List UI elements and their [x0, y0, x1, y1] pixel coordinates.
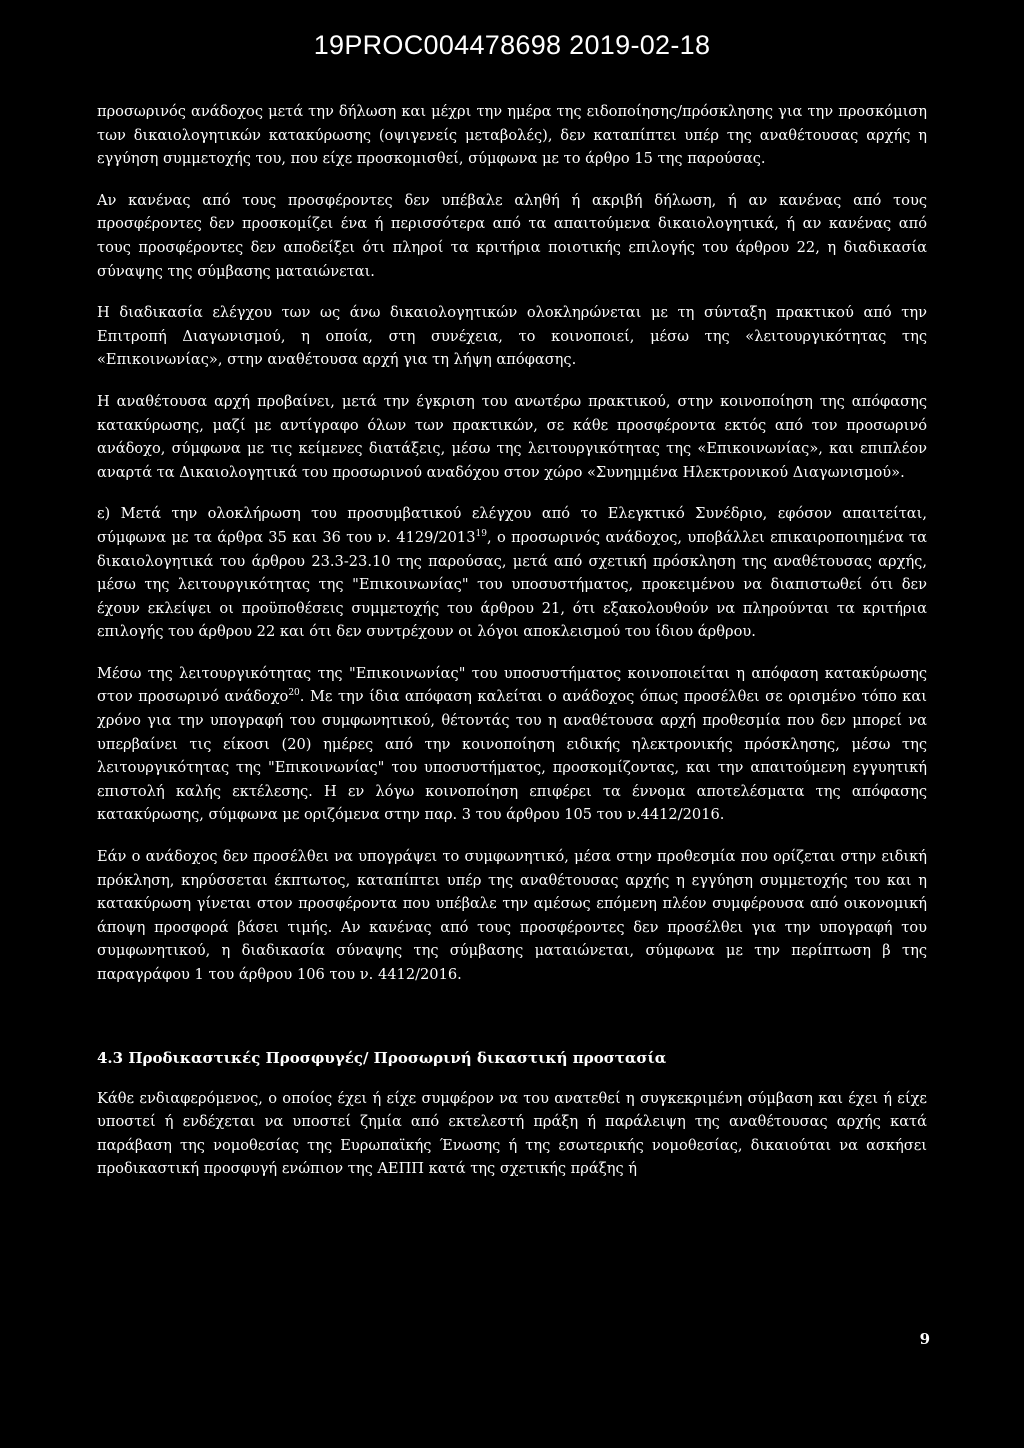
footnote-ref-20: 20	[288, 688, 300, 699]
section-heading: 4.3 Προδικαστικές Προσφυγές/ Προσωρινή δικαστική προστασία	[97, 1048, 667, 1067]
paragraph-text: , ο προσωρινός ανάδοχος, υποβάλλει επικαιροποιημένα τα δικαιολογητικά του άρθρου 23.3-23.10 της παρούσας, μετά από σχετική πρόσκληση της αναθέτουσας αρχής, μέσω της λειτουργικότητας της "Επικοινωνίας" του υποσυστήματος, προκειμένου να διαπιστωθεί ότι δεν έχουν εκλείψει οι προϋποθέσεις συμμετοχής του άρθρου 21, ότι εξακολουθούν να πληρούνται τα κριτήρια επιλογής του άρθρου 22 και ότι δεν συντρέχουν οι λόγοι αποκλεισμού του ίδιου άρθρου.	[97, 528, 927, 641]
paragraph-text: ε) Μετά την ολοκλήρωση του προσυμβατικού ελέγχου από το Ελεγκτικό Συνέδριο, εφόσον απαιτείται, σύμφωνα με τα άρθρα 35 και 36 του ν. 4129/2013	[97, 505, 927, 546]
paragraph-text: Μέσω της λειτουργικότητας της "Επικοινωνίας" του υποσυστήματος κοινοποιείται η απόφαση κατακύρωσης στον προσωρινό ανάδοχο	[97, 664, 927, 706]
paragraph-control-procedure: Η διαδικασία ελέγχου των ως άνω δικαιολογητικών ολοκληρώνεται με τη σύνταξη πρακτικού από την Επιτροπή Διαγωνισμού, η οποία, στη συνέχεια, το κοινοποιεί, μέσω της «λειτουργικότητας της «Επικοινωνίας», στην αναθέτουσα αρχή για τη λήψη απόφασης.	[97, 304, 927, 369]
paragraph-contractor-default: Εάν ο ανάδοχος δεν προσέλθει να υπογράψει το συμφωνητικό, μέσα στην προθεσμία που ορίζεται στην ειδική πρόκληση, κηρύσσεται έκπτωτος, καταπίπτει υπέρ της αναθέτουσας αρχής η εγγύηση συμμετοχής του και η κατακύρωση γίνεται στον προσφέροντα που υπέβαλε την αμέσως επόμενη πλέον συμφέρουσα από οικονομική άποψη προσφορά βάσει τιμής. Αν κανένας από τους προσφέροντες δεν προσέλθει για την υπογραφή του συμφωνητικού, η διαδικασία σύναψης της σύμβασης ματαιώνεται, σύμφωνα με την περίπτωση β της παραγράφου 1 του άρθρου 106 του ν. 4412/2016.	[97, 848, 927, 983]
paragraph-communication-award	[97, 662, 927, 827]
document-body	[97, 100, 927, 1199]
paragraph-court-of-audit-control	[97, 502, 927, 644]
paragraph-no-true-declaration: Αν κανένας από τους προσφέροντες δεν υπέβαλε αληθή ή ακριβή δήλωση, ή αν κανένας από τους προσφέροντες δεν προσκομίζει ένα ή περισσότερα από τα απαιτούμενα δικαιολογητικά, ή αν κανένας από τους προσφέροντες δεν αποδείξει ότι πληροί τα κριτήρια ποιοτικής επιλογής του άρθρου 22, η διαδικασία σύναψης της σύμβασης ματαιώνεται.	[97, 191, 927, 280]
paragraph-text: . Με την ίδια απόφαση καλείται ο ανάδοχος όπως προσέλθει σε ορισμένο τόπο και χρόνο για την υπογραφή του συμφωνητικού, θέτοντάς του η αναθέτουσα αρχή προθεσμία που δεν μπορεί να υπερβαίνει τις είκοσι (20) ημέρες από την κοινοποίηση ειδικής ηλεκτρονικής πρόσκλησης, μέσω της λειτουργικότητας της "Επικοινωνίας" του υποσυστήματος, προσκομίζοντας, και την απαιτούμενη εγγυητική επιστολή καλής εκτέλεσης. Η εν λόγω κοινοποίηση επιφέρει τα έννομα αποτελέσματα της απόφασης κατακύρωσης, σύμφωνα με οριζόμενα στην παρ. 3 του άρθρου 105 του ν.4412/2016.	[97, 688, 927, 824]
document-id-header: 19PROC004478698 2019-02-18	[313, 30, 711, 60]
paragraph-pre-judicial-appeal: Κάθε ενδιαφερόμενος, ο οποίος έχει ή είχε συμφέρον να του ανατεθεί η συγκεκριμένη σύμβαση και έχει ή είχε υποστεί ή ενδέχεται να υποστεί ζημία από εκτελεστή πράξη ή παράλειψη της αναθέτουσας αρχής κατά παράβαση της νομοθεσίας της Ευρωπαϊκής Ένωσης ή της εσωτερικής νομοθεσίας, δικαιούται να ασκήσει προδικαστική προσφυγή ενώπιον της ΑΕΠΠ κατά της σχετικής πράξης ή	[97, 1089, 927, 1178]
footnote-ref-19: 19	[475, 528, 487, 539]
paragraph-provisional-contractor: προσωρινός ανάδοχος μετά την δήλωση και μέχρι την ημέρα της ειδοποίησης/πρόσκλησης για την προσκόμιση των δικαιολογητικών κατακύρωσης (οψιγενείς μεταβολές), δεν καταπίπτει υπέρ της αναθέτουσας αρχής η εγγύηση συμμετοχής του, που είχε προσκομισθεί, σύμφωνα με το άρθρο 15 της παρούσας.	[97, 103, 927, 168]
page-number: 9	[919, 1330, 930, 1348]
paragraph-award-notification: Η αναθέτουσα αρχή προβαίνει, μετά την έγκριση του ανωτέρω πρακτικού, στην κοινοποίηση της απόφασης κατακύρωσης, μαζί με αντίγραφο όλων των πρακτικών, σε κάθε προσφέροντα εκτός από τον προσωρινό ανάδοχο, σύμφωνα με τις κείμενες διατάξεις, μέσω της λειτουργικότητας της «Επικοινωνίας», και επιπλέον αναρτά τα Δικαιολογητικά του προσωρινού αναδόχου στον χώρο «Συνημμένα Ηλεκτρονικού Διαγωνισμού».	[97, 392, 927, 481]
